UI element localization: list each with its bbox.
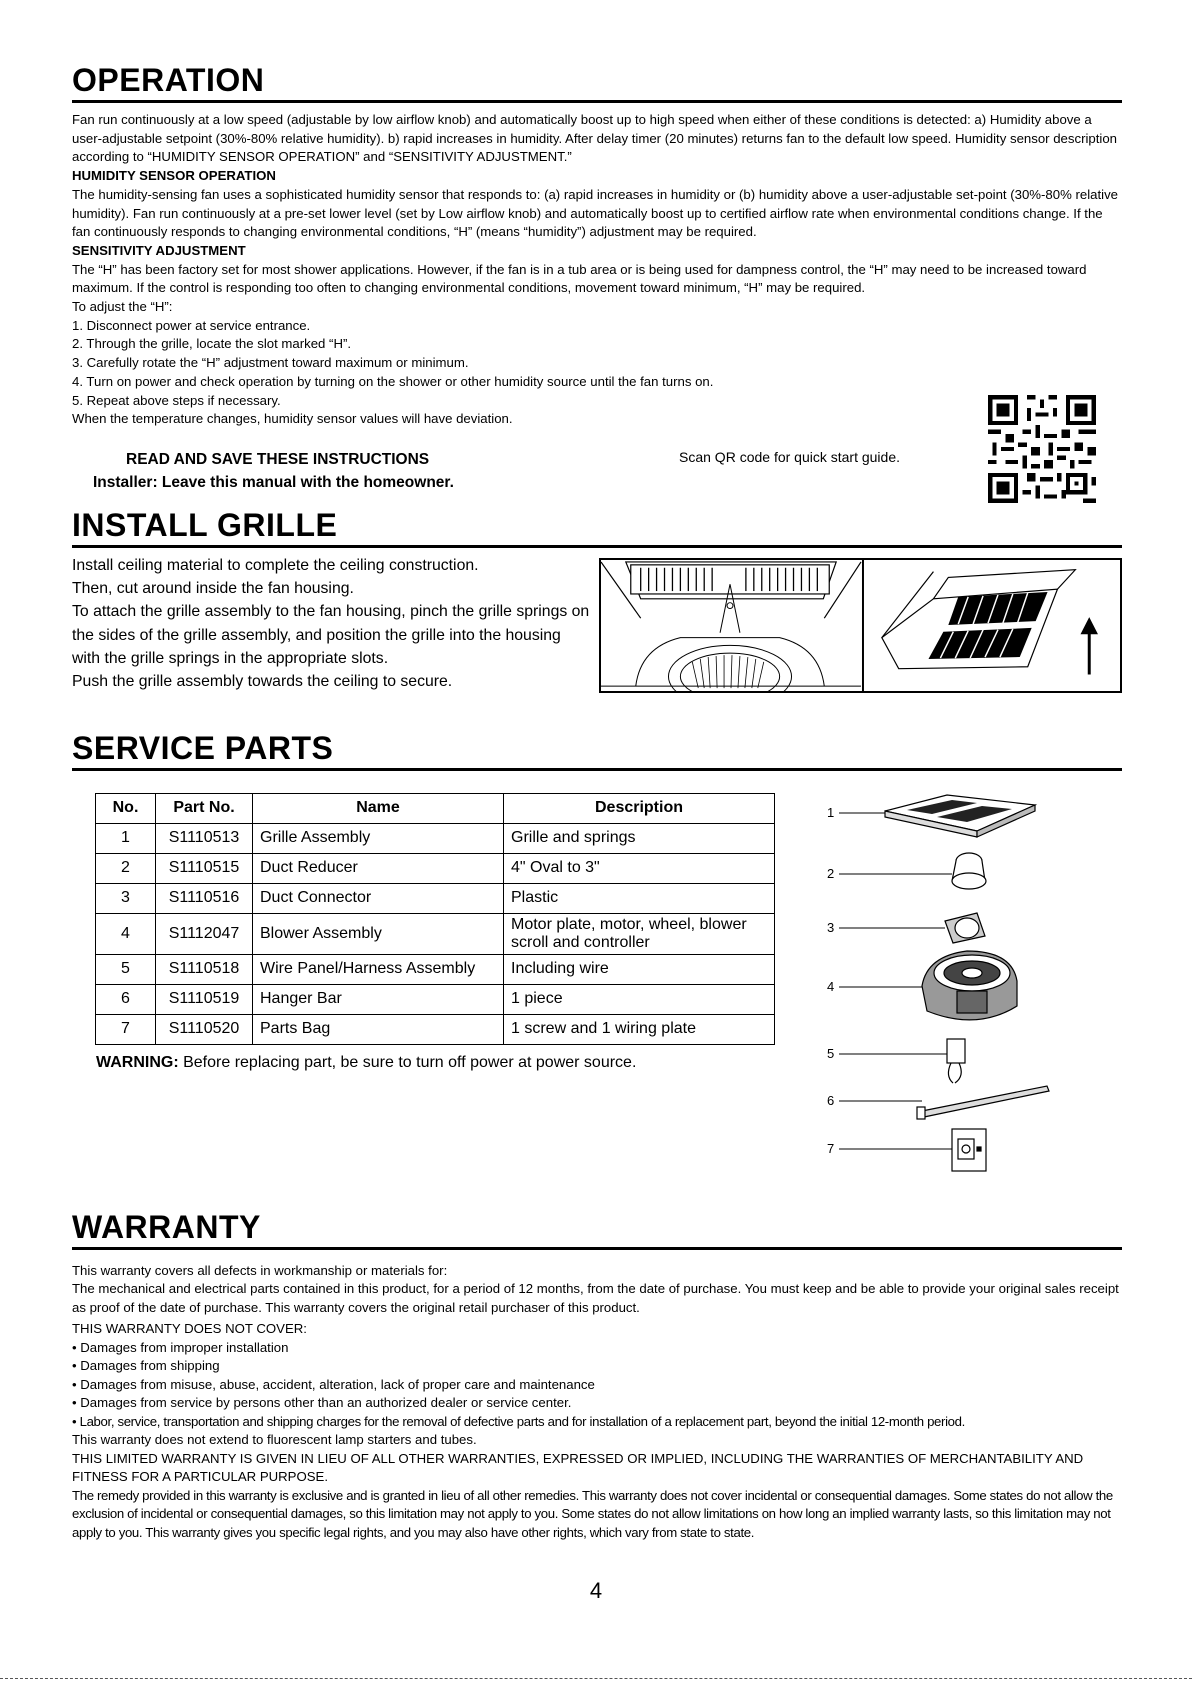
warranty-limited: THIS LIMITED WARRANTY IS GIVEN IN LIEU OF ALL OTHER WARRANTIES, EXPRESSED OR IMPLIED, INCLUDING THE WARRANTIES OF MERCHANTABILITY AND FITNESS FOR A PARTICULAR PURPOSE.: [72, 1450, 1084, 1485]
warranty-bullet: • Damages from service by persons other than an authorized dealer or service center.: [72, 1395, 572, 1411]
part-description: Grille and springs: [504, 823, 775, 853]
operation-intro: Fan run continuously at a low speed (adjustable by low airflow knob) and automatically boost up to high speed when either of these conditions is detected: a) Humidity above a user-adjustable setpoint (30%-80% relative humidity). b) rapid increases in humidity. After delay timer (20 minutes) returns fan to the default low speed. Humidity sensor description according to “HUMIDITY SENSOR OPERATION” and “SENSITIVITY ADJUSTMENT.”: [72, 112, 1117, 165]
table-row: [96, 883, 775, 913]
installer-notice: Installer: Leave this manual with the homeowner.: [93, 473, 454, 491]
step-item: 2. Through the grille, locate the slot marked “H”.: [72, 336, 352, 352]
callout-number: 1: [827, 804, 835, 820]
part-number-index: 6: [96, 984, 156, 1014]
scan-qr-label: Scan QR code for quick start guide.: [679, 448, 900, 465]
callout-number: 2: [827, 865, 835, 881]
warranty-coverage: This warranty covers all defects in workmanship or materials for:: [72, 1262, 448, 1278]
temperature-note: When the temperature changes, humidity sensor values will have deviation.: [72, 411, 513, 427]
warranty-not-cover: THIS WARRANTY DOES NOT COVER:: [72, 1321, 307, 1337]
install-grille-text: [72, 554, 592, 693]
install-grille-section: [72, 548, 1122, 730]
warranty-bullet: • Damages from shipping: [72, 1358, 220, 1374]
warning-note: [96, 1054, 636, 1072]
read-save-notice: READ AND SAVE THESE INSTRUCTIONS: [126, 450, 430, 468]
part-code: S1112047: [156, 913, 253, 954]
column-header: Name: [253, 793, 504, 823]
part-code: S1110513: [156, 823, 253, 853]
operation-heading: OPERATION: [72, 62, 1122, 103]
qr-code-icon[interactable]: [988, 395, 1096, 503]
part-number-index: 7: [96, 1014, 156, 1044]
step-item: 1. Disconnect power at service entrance.: [72, 317, 311, 333]
part-name: Parts Bag: [253, 1014, 504, 1044]
part-name: Hanger Bar: [253, 984, 504, 1014]
part-number-index: 2: [96, 853, 156, 883]
warranty-bullet: • Damages from improper installation: [72, 1339, 289, 1355]
part-name: Duct Reducer: [253, 853, 504, 883]
table-row: [96, 823, 775, 853]
warranty-bullet: • Damages from misuse, abuse, accident, alteration, lack of proper care and maintenance: [72, 1376, 595, 1392]
part-code: S1110516: [156, 883, 253, 913]
part-description: 1 piece: [504, 984, 775, 1014]
warning-text: Before replacing part, be sure to turn off power at power source.: [178, 1053, 637, 1071]
step-item: 4. Turn on power and check operation by turning on the shower or other humidity source until the fan turns on.: [72, 373, 714, 389]
page-number: 4: [589, 1578, 603, 1603]
table-header-row: [96, 793, 775, 823]
warranty-parts-period: The mechanical and electrical parts contained in this product, for a period of 12 months, from the date of purchase. You must keep and be able to provide your original sales receipt as proof of the date of purchase. This warranty covers the original retail purchaser of this product.: [72, 1281, 1119, 1315]
operation-body: [72, 111, 1122, 429]
warning-label: WARNING:: [96, 1053, 179, 1071]
install-line: Push the grille assembly towards the ceiling to secure.: [72, 672, 453, 690]
part-number-index: 3: [96, 883, 156, 913]
warranty-body: [72, 1262, 1122, 1543]
service-parts-heading: SERVICE PARTS: [72, 730, 1122, 771]
service-parts-table: [95, 793, 775, 1045]
table-row: [96, 984, 775, 1014]
sensitivity-text: The “H” has been factory set for most shower applications. However, if the fan is in a tub area or is being used for dampness control, the “H” may need to be increased toward maximum. If the control is responding too often to changing environmental conditions, movement toward minimum, “H” may be required.: [72, 261, 1087, 296]
table-row: [96, 954, 775, 984]
warranty-heading: WARRANTY: [72, 1209, 1122, 1250]
part-name: Grille Assembly: [253, 823, 504, 853]
part-code: S1110519: [156, 984, 253, 1014]
column-header: Description: [504, 793, 775, 823]
callout-number: 3: [827, 919, 835, 935]
humidity-heading: HUMIDITY SENSOR OPERATION: [72, 168, 276, 184]
adjust-intro: To adjust the “H”:: [72, 299, 173, 315]
manual-page: [72, 62, 1122, 1542]
step-item: 3. Carefully rotate the “H” adjustment toward maximum or minimum.: [72, 355, 469, 371]
part-code: S1110518: [156, 954, 253, 984]
install-line: Install ceiling material to complete the ceiling construction.: [72, 556, 479, 574]
page-edge-divider: [0, 1678, 1192, 1679]
install-grille-heading: INSTALL GRILLE: [72, 507, 1122, 548]
part-number-index: 1: [96, 823, 156, 853]
part-name: Blower Assembly: [253, 913, 504, 954]
table-row: [96, 913, 775, 954]
callout-number: 4: [827, 978, 835, 994]
part-number-index: 4: [96, 913, 156, 954]
install-line: To attach the grille assembly to the fan housing, pinch the grille springs on the sides of the grille assembly, and position the grille into the housing with the grille springs in the appropriate slots.: [72, 603, 590, 667]
part-description: Including wire: [504, 954, 775, 984]
column-header: No.: [96, 793, 156, 823]
grille-install-illustration: [599, 558, 1122, 693]
install-line: Then, cut around inside the fan housing.: [72, 580, 354, 598]
callout-number: 6: [827, 1092, 835, 1108]
part-name: Duct Connector: [253, 883, 504, 913]
warranty-fluorescent: This warranty does not extend to fluorescent lamp starters and tubes.: [72, 1432, 477, 1448]
step-item: 5. Repeat above steps if necessary.: [72, 392, 281, 408]
part-name: Wire Panel/Harness Assembly: [253, 954, 504, 984]
operation-footer: [72, 429, 1122, 507]
humidity-text: The humidity-sensing fan uses a sophisticated humidity sensor that responds to: (a) rapid increases in humidity or (b) humidity above a user-adjustable set-point (30%-80% relative humidity). Fan run continuously at a pre-set lower level (set by Low airflow knob) and automatically boost up to certified airflow rate when environmental conditions change. If the fan continuously responds to changing environmental conditions, “H” (means “humidity”) adjustment may be required.: [72, 186, 1118, 240]
part-description: 1 screw and 1 wiring plate: [504, 1014, 775, 1044]
warranty-remedy: The remedy provided in this warranty is exclusive and is granted in lieu of all other remedies. This warranty does not cover incidental or consequential damages. Some states do not allow the exclusion of incidental or consequential damages, so this limitation may not apply to you. Some states do not allow limitations on how long an implied warranty lasts, so this limitation may not apply to you. This warranty gives you specific legal rights, and you may also have other rights, which vary from state to state.: [72, 1487, 1113, 1540]
part-description: 4" Oval to 3": [504, 853, 775, 883]
column-header: Part No.: [156, 793, 253, 823]
callout-number: 5: [827, 1045, 835, 1061]
part-code: S1110520: [156, 1014, 253, 1044]
exploded-parts-illustration: [827, 791, 1122, 1211]
part-description: Motor plate, motor, wheel, blower scroll and controller: [504, 913, 775, 954]
sensitivity-heading: SENSITIVITY ADJUSTMENT: [72, 242, 246, 258]
table-row: [96, 853, 775, 883]
callout-number: 7: [827, 1140, 835, 1156]
part-number-index: 5: [96, 954, 156, 984]
part-description: Plastic: [504, 883, 775, 913]
service-parts-section: [72, 771, 1122, 1209]
warranty-bullet: • Labor, service, transportation and shipping charges for the removal of defective parts and for installation of a replacement part, beyond the initial 12-month period.: [72, 1413, 965, 1429]
table-row: [96, 1014, 775, 1044]
part-code: S1110515: [156, 853, 253, 883]
